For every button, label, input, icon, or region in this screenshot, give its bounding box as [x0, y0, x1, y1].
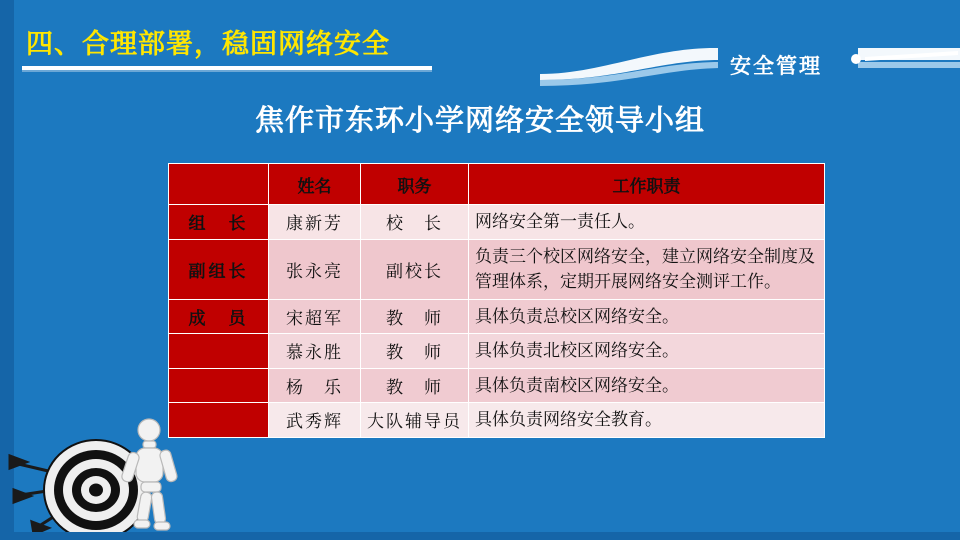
content-title: 焦作市东环小学网络安全领导小组 [254, 105, 705, 137]
title-underline-shadow [22, 70, 432, 72]
bottom-strip [0, 532, 960, 540]
dartboard-icon [8, 400, 218, 540]
cell-name: 张永亮 [269, 239, 361, 299]
table-row [169, 205, 825, 240]
cell-duty: 网络安全第一责任人。 [469, 205, 825, 240]
cell-post: 校 长 [361, 205, 469, 240]
column-header-duty: 工作职责 [469, 164, 825, 205]
cell-name: 慕永胜 [269, 334, 361, 369]
cell-duty: 具体负责北校区网络安全。 [469, 334, 825, 369]
table-header [169, 164, 825, 205]
cell-role [169, 368, 269, 403]
org-table [168, 163, 825, 438]
section-ribbon [540, 40, 960, 88]
cell-post: 教 师 [361, 334, 469, 369]
cell-post: 大队辅导员 [361, 403, 469, 438]
column-header-name: 姓名 [269, 164, 361, 205]
table-row [169, 299, 825, 334]
cell-duty: 具体负责总校区网络安全。 [469, 299, 825, 334]
org-table-wrapper [168, 163, 824, 438]
cell-role: 副组长 [169, 239, 269, 299]
target-mannequin-decoration [8, 400, 218, 540]
cell-duty: 具体负责网络安全教育。 [469, 403, 825, 438]
column-header-post: 职务 [361, 164, 469, 205]
cell-duty: 负责三个校区网络安全，建立网络安全制度及管理体系，定期开展网络安全测评工作。 [469, 239, 825, 299]
cell-role: 成 员 [169, 299, 269, 334]
table-body [169, 205, 825, 438]
cell-post: 副校长 [361, 239, 469, 299]
cell-post: 教 师 [361, 299, 469, 334]
table-row [169, 403, 825, 438]
ribbon-label: 安全管理 [730, 54, 822, 78]
table-row [169, 334, 825, 369]
cell-name: 宋超军 [269, 299, 361, 334]
cell-role [169, 334, 269, 369]
table-header-row [169, 164, 825, 205]
cell-name: 杨 乐 [269, 368, 361, 403]
cell-role: 组 长 [169, 205, 269, 240]
cell-name: 武秀辉 [269, 403, 361, 438]
cell-duty: 具体负责南校区网络安全。 [469, 368, 825, 403]
table-row [169, 239, 825, 299]
cell-name: 康新芳 [269, 205, 361, 240]
page-title: 四、合理部署，稳固网络安全 [26, 29, 390, 59]
column-header-role [169, 164, 269, 205]
cell-post: 教 师 [361, 368, 469, 403]
table-row [169, 368, 825, 403]
